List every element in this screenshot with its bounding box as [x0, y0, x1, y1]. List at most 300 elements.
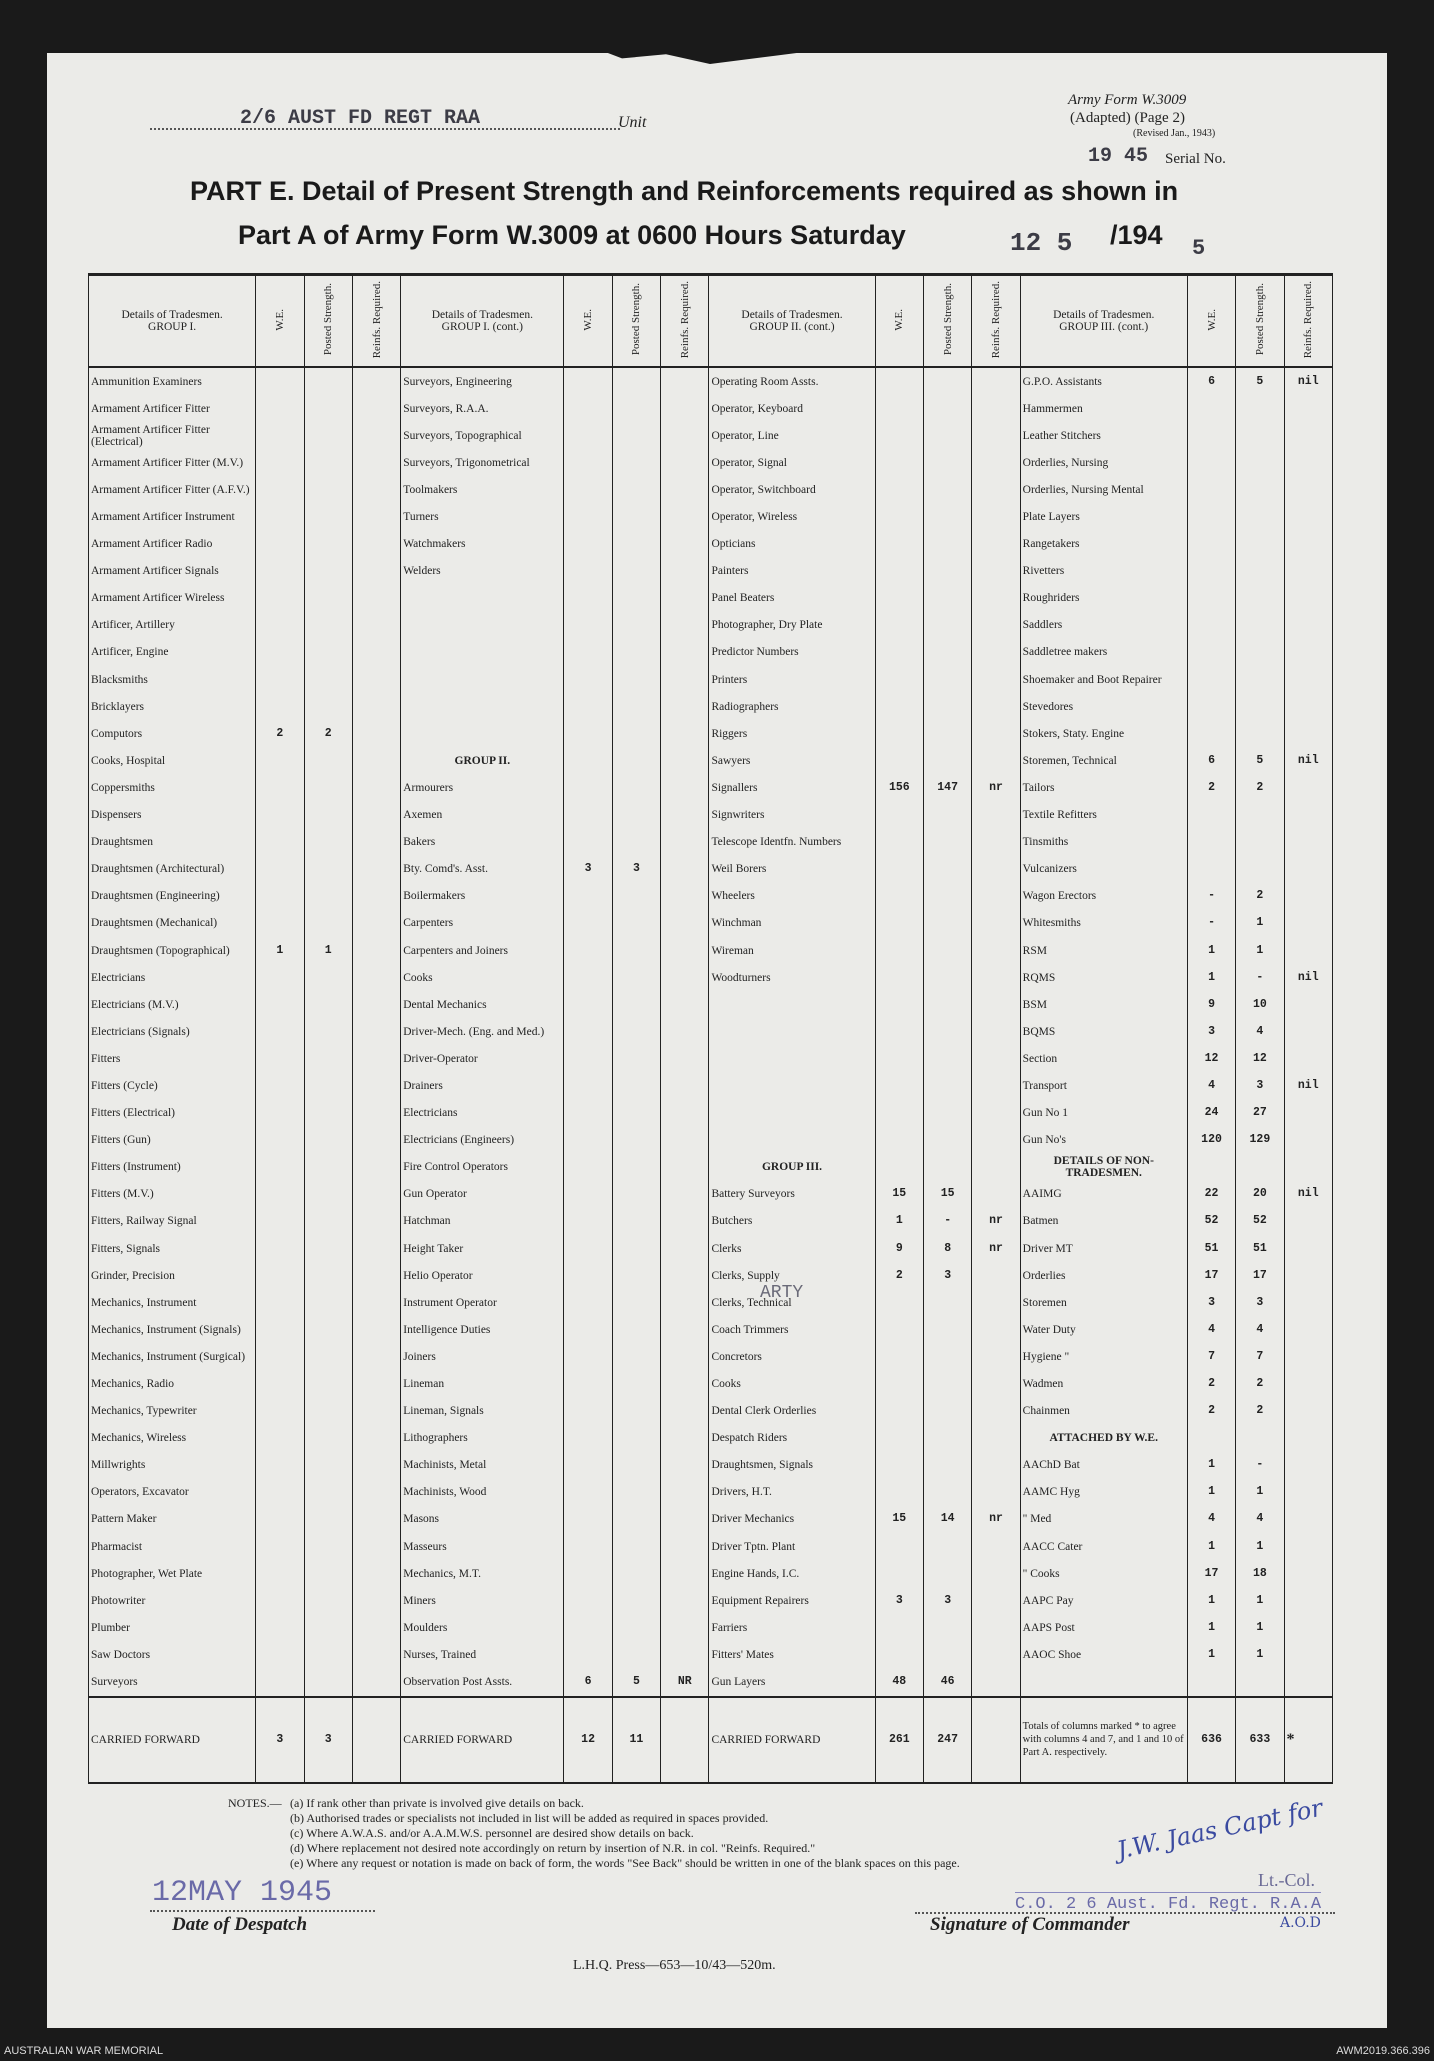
g2c-reinfs-cell	[972, 476, 1020, 503]
g2c-trade-cell	[709, 1127, 875, 1154]
g3c-posted-cell: 1	[1236, 1587, 1284, 1614]
g1-posted-cell	[304, 585, 352, 612]
g3c-we-cell: 6	[1187, 747, 1235, 774]
g2c-we-cell: 9	[875, 1235, 923, 1262]
note-a: (a) If rank other than private is involved give details on back.	[290, 1796, 584, 1810]
col-details-g2c: Details of Tradesmen. GROUP II. (cont.)	[709, 275, 875, 368]
g2c-we-cell	[875, 1154, 923, 1181]
g1c-posted-cell	[612, 910, 660, 937]
g3c-trade-cell: Section	[1020, 1045, 1187, 1072]
g1-posted-cell	[304, 1669, 352, 1697]
g1c-trade-cell: Watchmakers	[401, 531, 564, 558]
g2c-we-cell	[875, 802, 923, 829]
g1-trade-cell: Grinder, Precision	[89, 1262, 256, 1289]
g3c-we-cell: -	[1187, 883, 1235, 910]
g2c-posted-cell	[923, 964, 971, 991]
g1c-posted-cell	[612, 531, 660, 558]
g1c-reinfs-cell	[661, 964, 709, 991]
g2c-trade-cell: Radiographers	[709, 693, 875, 720]
g1c-trade-cell: Bakers	[401, 829, 564, 856]
g1-we-cell: 2	[256, 720, 304, 747]
g3c-trade-cell: " Cooks	[1020, 1560, 1187, 1587]
g3c-we-cell: 22	[1187, 1181, 1235, 1208]
g1-posted-cell	[304, 531, 352, 558]
g3c-reinfs-cell	[1284, 1154, 1332, 1181]
g1-reinfs-cell	[352, 395, 400, 422]
g1-we-cell	[256, 1425, 304, 1452]
table-row	[89, 1587, 1333, 1614]
g1-trade-cell: Electricians (Signals)	[89, 1018, 256, 1045]
g2c-reinfs-cell	[972, 1289, 1020, 1316]
table-row	[89, 1343, 1333, 1370]
g3c-posted-cell: 1	[1236, 937, 1284, 964]
g3c-reinfs-cell	[1284, 829, 1332, 856]
g2c-posted-cell	[923, 1154, 971, 1181]
g1c-reinfs-cell	[661, 1587, 709, 1614]
g1-we-cell	[256, 476, 304, 503]
g1-trade-cell: Fitters (Electrical)	[89, 1100, 256, 1127]
g2c-we-cell	[875, 585, 923, 612]
g1c-we-cell	[564, 367, 612, 395]
g1c-we-cell	[564, 503, 612, 530]
g1c-posted-cell	[612, 558, 660, 585]
g3c-reinfs-cell	[1284, 612, 1332, 639]
g2c-we-cell	[875, 1127, 923, 1154]
g1c-posted-cell	[612, 1560, 660, 1587]
g3c-we-cell: 4	[1187, 1072, 1235, 1099]
g2c-reinfs-cell	[972, 856, 1020, 883]
g3c-reinfs-cell	[1284, 449, 1332, 476]
g1c-reinfs-cell	[661, 1208, 709, 1235]
col-we: W.E.	[256, 275, 304, 368]
g1c-reinfs-cell	[661, 1316, 709, 1343]
g3c-trade-cell: Orderlies, Nursing Mental	[1020, 476, 1187, 503]
g2c-posted-cell	[923, 585, 971, 612]
g1c-reinfs-cell: NR	[661, 1669, 709, 1697]
g2c-reinfs-cell	[972, 531, 1020, 558]
g1-reinfs-cell	[352, 639, 400, 666]
g1-trade-cell: Bricklayers	[89, 693, 256, 720]
g1-posted-cell	[304, 1425, 352, 1452]
g2c-trade-cell: Operator, Signal	[709, 449, 875, 476]
cf-label: CARRIED FORWARD	[89, 1697, 256, 1783]
g3c-posted-cell: -	[1236, 964, 1284, 991]
g1c-we-cell	[564, 883, 612, 910]
g2c-trade-cell	[709, 1072, 875, 1099]
g1c-posted-cell	[612, 1343, 660, 1370]
g3c-we-cell: 24	[1187, 1100, 1235, 1127]
g1c-trade-cell: Lineman	[401, 1370, 564, 1397]
g2c-trade-cell	[709, 1018, 875, 1045]
g1-trade-cell: Plumber	[89, 1614, 256, 1641]
date-year-prefix: /194	[1110, 220, 1163, 250]
g1-posted-cell	[304, 991, 352, 1018]
g2c-reinfs-cell	[972, 558, 1020, 585]
g1c-trade-cell: Cooks	[401, 964, 564, 991]
g3c-posted-cell: 4	[1236, 1506, 1284, 1533]
g1-reinfs-cell	[352, 558, 400, 585]
g1c-we-cell	[564, 1452, 612, 1479]
g3c-posted-cell: 17	[1236, 1262, 1284, 1289]
g1-trade-cell: Armament Artificer Radio	[89, 531, 256, 558]
g1-reinfs-cell	[352, 1018, 400, 1045]
g1c-reinfs-cell	[661, 1289, 709, 1316]
g2c-posted-cell	[923, 856, 971, 883]
g2c-reinfs-cell	[972, 1262, 1020, 1289]
g2c-we-cell	[875, 1425, 923, 1452]
table-body	[89, 367, 1333, 1697]
g1c-posted-cell	[612, 1018, 660, 1045]
g1c-reinfs-cell	[661, 1425, 709, 1452]
g2c-reinfs-cell: nr	[972, 1506, 1020, 1533]
g1c-we-cell	[564, 1289, 612, 1316]
g3c-reinfs-cell	[1284, 1425, 1332, 1452]
g2c-posted-cell	[923, 367, 971, 395]
g3c-trade-cell: Orderlies, Nursing	[1020, 449, 1187, 476]
g2c-trade-cell: Operator, Line	[709, 422, 875, 449]
g1c-we-cell	[564, 531, 612, 558]
g3c-trade-cell: Orderlies	[1020, 1262, 1187, 1289]
g3c-posted-cell	[1236, 585, 1284, 612]
g2c-reinfs-cell	[972, 1181, 1020, 1208]
g2c-we-cell	[875, 991, 923, 1018]
g1c-posted-cell	[612, 367, 660, 395]
despatch-label: Date of Despatch	[172, 1914, 308, 1935]
table-row	[89, 856, 1333, 883]
g2c-posted-cell	[923, 1398, 971, 1425]
g3c-reinfs-cell	[1284, 1614, 1332, 1641]
g2c-reinfs-cell	[972, 422, 1020, 449]
g1-posted-cell	[304, 558, 352, 585]
g1c-we-cell	[564, 1045, 612, 1072]
g3c-we-cell	[1187, 1425, 1235, 1452]
cf-g2c-we: 261	[875, 1697, 923, 1783]
g3c-posted-cell	[1236, 829, 1284, 856]
g1-posted-cell	[304, 612, 352, 639]
g1-trade-cell: Operators, Excavator	[89, 1479, 256, 1506]
g1c-reinfs-cell	[661, 1614, 709, 1641]
g1-trade-cell: Mechanics, Instrument (Surgical)	[89, 1343, 256, 1370]
g1c-reinfs-cell	[661, 1452, 709, 1479]
g2c-trade-cell: Fitters' Mates	[709, 1641, 875, 1668]
g3c-posted-cell: 12	[1236, 1045, 1284, 1072]
g1-we-cell	[256, 395, 304, 422]
form-line3: (Revised Jan., 1943)	[1133, 128, 1216, 139]
g3c-reinfs-cell	[1284, 666, 1332, 693]
press-line: L.H.Q. Press—653—10/43—520m.	[573, 1958, 776, 1973]
g1-posted-cell	[304, 1154, 352, 1181]
g3c-we-cell: -	[1187, 910, 1235, 937]
g1-posted-cell	[304, 1127, 352, 1154]
g1c-reinfs-cell	[661, 1343, 709, 1370]
table-row	[89, 1425, 1333, 1452]
g1-posted-cell	[304, 1262, 352, 1289]
g1-reinfs-cell	[352, 910, 400, 937]
g3c-we-cell	[1187, 422, 1235, 449]
g3c-posted-cell: 5	[1236, 747, 1284, 774]
g1-reinfs-cell	[352, 1181, 400, 1208]
g1c-reinfs-cell	[661, 693, 709, 720]
g3c-posted-cell: 20	[1236, 1181, 1284, 1208]
table-row	[89, 1072, 1333, 1099]
table-row	[89, 1235, 1333, 1262]
g1-reinfs-cell	[352, 1289, 400, 1316]
g3c-reinfs-cell: nil	[1284, 1181, 1332, 1208]
g1-posted-cell	[304, 1614, 352, 1641]
g1-we-cell	[256, 774, 304, 801]
g3c-reinfs-cell	[1284, 1506, 1332, 1533]
g2c-posted-cell	[923, 1343, 971, 1370]
col-details-g3c: Details of Tradesmen. GROUP III. (cont.)	[1020, 275, 1187, 368]
g1-posted-cell	[304, 964, 352, 991]
g1-trade-cell: Computors	[89, 720, 256, 747]
unit-dotted-line	[150, 128, 620, 130]
g1-reinfs-cell	[352, 449, 400, 476]
g3c-we-cell	[1187, 666, 1235, 693]
g1c-we-cell	[564, 1343, 612, 1370]
table-row	[89, 1370, 1333, 1397]
g2c-trade-cell: Panel Beaters	[709, 585, 875, 612]
g2c-trade-cell: Operator, Switchboard	[709, 476, 875, 503]
g2c-reinfs-cell	[972, 1018, 1020, 1045]
g1c-we-cell	[564, 1560, 612, 1587]
g1-posted-cell	[304, 747, 352, 774]
g3c-posted-cell	[1236, 449, 1284, 476]
g1-we-cell	[256, 883, 304, 910]
g3c-posted-cell	[1236, 666, 1284, 693]
g1-trade-cell: Coppersmiths	[89, 774, 256, 801]
despatch-date-stamp: 12MAY 1945	[152, 1876, 333, 1910]
g1-posted-cell	[304, 367, 352, 395]
g2c-we-cell	[875, 558, 923, 585]
g1c-reinfs-cell	[661, 747, 709, 774]
g3c-posted-cell: 5	[1236, 367, 1284, 395]
g1-we-cell	[256, 1208, 304, 1235]
g1c-reinfs-cell	[661, 1370, 709, 1397]
g1-trade-cell: Cooks, Hospital	[89, 747, 256, 774]
g2c-reinfs-cell	[972, 395, 1020, 422]
g1c-we-cell	[564, 1398, 612, 1425]
g1-reinfs-cell	[352, 1398, 400, 1425]
g1c-we-cell	[564, 1235, 612, 1262]
g1c-reinfs-cell	[661, 1045, 709, 1072]
col-reinfs: Reinfs. Required.	[352, 275, 400, 368]
title-line1: PART E. Detail of Present Strength and Reinforcements required as shown in	[190, 176, 1179, 206]
g2c-trade-cell: Telescope Identfn. Numbers	[709, 829, 875, 856]
g3c-trade-cell: Whitesmiths	[1020, 910, 1187, 937]
g2c-we-cell	[875, 693, 923, 720]
g3c-trade-cell: Stokers, Staty. Engine	[1020, 720, 1187, 747]
g3c-posted-cell: 7	[1236, 1343, 1284, 1370]
g2c-posted-cell	[923, 558, 971, 585]
g3c-we-cell: 51	[1187, 1235, 1235, 1262]
g1c-posted-cell	[612, 991, 660, 1018]
g2c-reinfs-cell	[972, 883, 1020, 910]
g1-reinfs-cell	[352, 883, 400, 910]
g2c-posted-cell: -	[923, 1208, 971, 1235]
unit-label: Unit	[618, 114, 647, 131]
g3c-reinfs-cell: nil	[1284, 367, 1332, 395]
g1-we-cell	[256, 1641, 304, 1668]
note-b: (b) Authorised trades or specialists not included in list will be added as required in spaces provided.	[290, 1811, 769, 1825]
g2c-trade-cell	[709, 1045, 875, 1072]
g1c-posted-cell	[612, 395, 660, 422]
g1c-we-cell	[564, 1208, 612, 1235]
g3c-posted-cell: -	[1236, 1452, 1284, 1479]
col-reinfs: Reinfs. Required.	[661, 275, 709, 368]
g1-posted-cell	[304, 774, 352, 801]
g1c-posted-cell	[612, 883, 660, 910]
g3c-posted-cell	[1236, 503, 1284, 530]
table-row	[89, 422, 1333, 449]
g1c-trade-cell	[401, 585, 564, 612]
g3c-we-cell: 1	[1187, 1533, 1235, 1560]
g1-posted-cell	[304, 666, 352, 693]
table-row	[89, 774, 1333, 801]
g3c-trade-cell: Plate Layers	[1020, 503, 1187, 530]
g3c-trade-cell: Hygiene "	[1020, 1343, 1187, 1370]
g2c-posted-cell	[923, 449, 971, 476]
g3c-reinfs-cell	[1284, 856, 1332, 883]
g1c-we-cell: 6	[564, 1669, 612, 1697]
g1c-reinfs-cell	[661, 829, 709, 856]
g2c-trade-cell: Concretors	[709, 1343, 875, 1370]
g2c-reinfs-cell	[972, 1370, 1020, 1397]
g1c-we-cell	[564, 639, 612, 666]
g1-posted-cell: 2	[304, 720, 352, 747]
watermark-left: AUSTRALIAN WAR MEMORIAL	[4, 2045, 164, 2057]
g2c-reinfs-cell	[972, 1425, 1020, 1452]
g1-reinfs-cell	[352, 1316, 400, 1343]
signature-label: Signature of Commander	[930, 1914, 1130, 1935]
g1-we-cell	[256, 910, 304, 937]
g2c-we-cell	[875, 1343, 923, 1370]
table-row	[89, 1181, 1333, 1208]
g3c-posted-cell	[1236, 856, 1284, 883]
g1c-we-cell	[564, 1127, 612, 1154]
g3c-posted-cell: 3	[1236, 1072, 1284, 1099]
g1-posted-cell	[304, 1641, 352, 1668]
g1c-we-cell	[564, 1181, 612, 1208]
g1c-trade-cell: Boilermakers	[401, 883, 564, 910]
g1c-posted-cell	[612, 476, 660, 503]
g3c-posted-cell	[1236, 531, 1284, 558]
g1c-we-cell	[564, 666, 612, 693]
g3c-we-cell	[1187, 720, 1235, 747]
table-row	[89, 964, 1333, 991]
g2c-reinfs-cell	[972, 1154, 1020, 1181]
g1-reinfs-cell	[352, 1235, 400, 1262]
g1c-reinfs-cell	[661, 802, 709, 829]
g3c-posted-cell	[1236, 395, 1284, 422]
g3c-posted-cell: 4	[1236, 1018, 1284, 1045]
g3c-we-cell: 1	[1187, 1614, 1235, 1641]
g1-trade-cell: Artificer, Artillery	[89, 612, 256, 639]
g1-trade-cell: Armament Artificer Fitter (A.F.V.)	[89, 476, 256, 503]
g3c-we-cell: 6	[1187, 367, 1235, 395]
g2c-posted-cell	[923, 1370, 971, 1397]
g1c-we-cell	[564, 1154, 612, 1181]
g1-trade-cell: Draughtsmen (Mechanical)	[89, 910, 256, 937]
g2c-posted-cell	[923, 693, 971, 720]
g2c-posted-cell	[923, 1479, 971, 1506]
g3c-trade-cell: " Med	[1020, 1506, 1187, 1533]
g3c-reinfs-cell	[1284, 1533, 1332, 1560]
g1c-posted-cell	[612, 1506, 660, 1533]
g1c-trade-cell: Electricians	[401, 1100, 564, 1127]
g1-reinfs-cell	[352, 1072, 400, 1099]
g1-trade-cell: Mechanics, Instrument	[89, 1289, 256, 1316]
g3c-trade-cell: Batmen	[1020, 1208, 1187, 1235]
g2c-reinfs-cell	[972, 666, 1020, 693]
g1c-reinfs-cell	[661, 367, 709, 395]
g1-trade-cell: Ammunition Examiners	[89, 367, 256, 395]
g3c-we-cell: 4	[1187, 1316, 1235, 1343]
g3c-we-cell: 120	[1187, 1127, 1235, 1154]
g1c-reinfs-cell	[661, 937, 709, 964]
g2c-we-cell	[875, 1641, 923, 1668]
g1c-reinfs-cell	[661, 1479, 709, 1506]
notes-label: NOTES.—	[228, 1796, 282, 1810]
g1c-posted-cell	[612, 720, 660, 747]
g3c-trade-cell: G.P.O. Assistants	[1020, 367, 1187, 395]
g1-posted-cell	[304, 639, 352, 666]
g2c-we-cell: 2	[875, 1262, 923, 1289]
g1c-posted-cell	[612, 1181, 660, 1208]
g3c-trade-cell: Wadmen	[1020, 1370, 1187, 1397]
g1c-we-cell	[564, 422, 612, 449]
g2c-trade-cell: Driver Mechanics	[709, 1506, 875, 1533]
table-row	[89, 531, 1333, 558]
g1-we-cell	[256, 1343, 304, 1370]
g2c-reinfs-cell	[972, 910, 1020, 937]
g3c-reinfs-cell	[1284, 1398, 1332, 1425]
g1c-trade-cell	[401, 639, 564, 666]
g1-trade-cell: Photographer, Wet Plate	[89, 1560, 256, 1587]
g2c-posted-cell: 46	[923, 1669, 971, 1697]
g1c-reinfs-cell	[661, 883, 709, 910]
g1-trade-cell: Armament Artificer Wireless	[89, 585, 256, 612]
g3c-reinfs-cell	[1284, 1452, 1332, 1479]
g1-posted-cell	[304, 1072, 352, 1099]
g1-we-cell	[256, 1018, 304, 1045]
g3c-posted-cell: 18	[1236, 1560, 1284, 1587]
g1c-posted-cell	[612, 1127, 660, 1154]
col-reinfs: Reinfs. Required.	[972, 275, 1020, 368]
cf-g1c-we: 12	[564, 1697, 612, 1783]
strength-table	[88, 273, 1333, 1784]
g3c-trade-cell: Stevedores	[1020, 693, 1187, 720]
g1c-trade-cell: Masons	[401, 1506, 564, 1533]
g3c-posted-cell	[1236, 1425, 1284, 1452]
g3c-reinfs-cell	[1284, 802, 1332, 829]
g3c-posted-cell	[1236, 802, 1284, 829]
g1-we-cell	[256, 531, 304, 558]
g1c-reinfs-cell	[661, 476, 709, 503]
g1-posted-cell	[304, 1587, 352, 1614]
g1-we-cell	[256, 612, 304, 639]
g1-we-cell	[256, 1289, 304, 1316]
g2c-trade-cell: Despatch Riders	[709, 1425, 875, 1452]
watermark-right: AWM2019.366.396	[1336, 2045, 1430, 2057]
g2c-we-cell	[875, 422, 923, 449]
g1c-reinfs-cell	[661, 639, 709, 666]
g1c-reinfs-cell	[661, 1100, 709, 1127]
g1-trade-cell: Mechanics, Instrument (Signals)	[89, 1316, 256, 1343]
note-d: (d) Where replacement not desired note accordingly on return by insertion of N.R. in col. "Reinfs. Required."	[290, 1841, 816, 1855]
g2c-posted-cell: 8	[923, 1235, 971, 1262]
g2c-trade-cell: Signallers	[709, 774, 875, 801]
